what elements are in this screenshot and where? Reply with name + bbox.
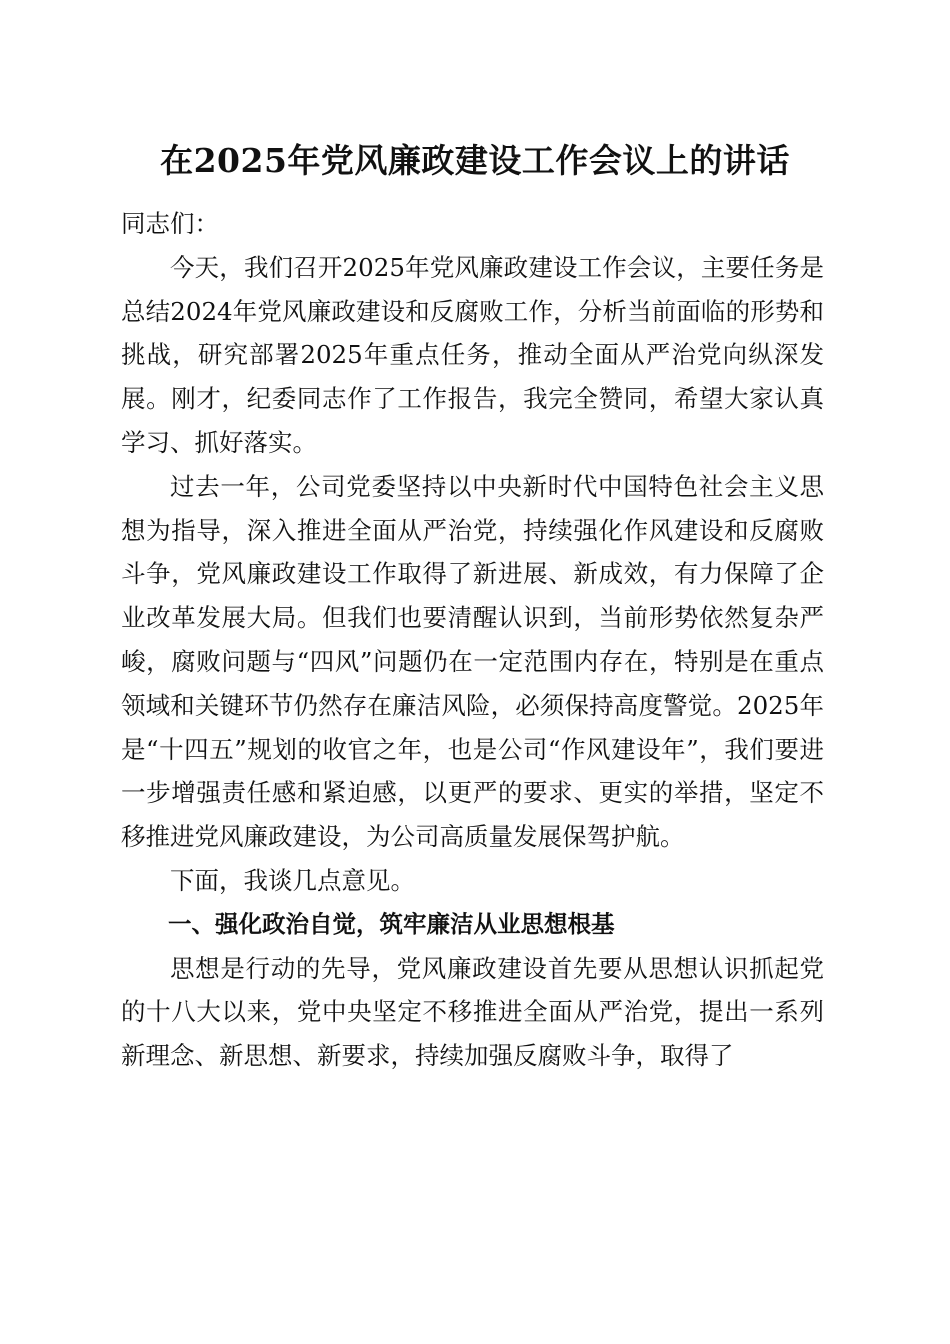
document-title: 在2025年党风廉政建设工作会议上的讲话 bbox=[160, 141, 790, 180]
salutation: 同志们： bbox=[121, 209, 219, 238]
paragraph-transition: 下面，我谈几点意见。 bbox=[170, 865, 415, 895]
paragraph-review: 过去一年，公司党委坚持以中央新时代中国特色社会主义思想为指导，深入推进全面从严治党，持续强化作风建设和反腐败斗争，党风廉政建设工作取得了新进展、新成效，有力保障了企业改革发展大局。但我们也要清醒认识到，当前形势依然复杂严峻，腐败问题与“四风”问题仍在一定范围内存在，特别是在重点领域和关键环节仍然存在廉洁风险，必须保持高度警觉。2025年是“十四五”规划的收官之年，也是公司“作风建设年”，我们要进一步增强责任感和紧迫感，以更严的要求、更实的举措，坚定不移推进党风廉政建设，为公司高质量发展保驾护航。 bbox=[121, 471, 824, 852]
paragraph-intro: 今天，我们召开2025年党风廉政建设工作会议，主要任务是总结2024年党风廉政建设和反腐败工作，分析当前面临的形势和挑战，研究部署2025年重点任务，推动全面从严治党向纵深发展。刚才，纪委同志作了工作报告，我完全赞同，希望大家认真学习、抓好落实。 bbox=[121, 252, 824, 457]
document-body bbox=[121, 202, 824, 1078]
section-paragraph: 思想是行动的先导，党风廉政建设首先要从思想认识抓起党的十八大以来，党中央坚定不移推进全面从严治党，提出一系列新理念、新思想、新要求，持续加强反腐败斗争，取得了 bbox=[121, 953, 824, 1071]
section-heading: 一、强化政治自觉，筑牢廉洁从业思想根基 bbox=[168, 909, 615, 938]
